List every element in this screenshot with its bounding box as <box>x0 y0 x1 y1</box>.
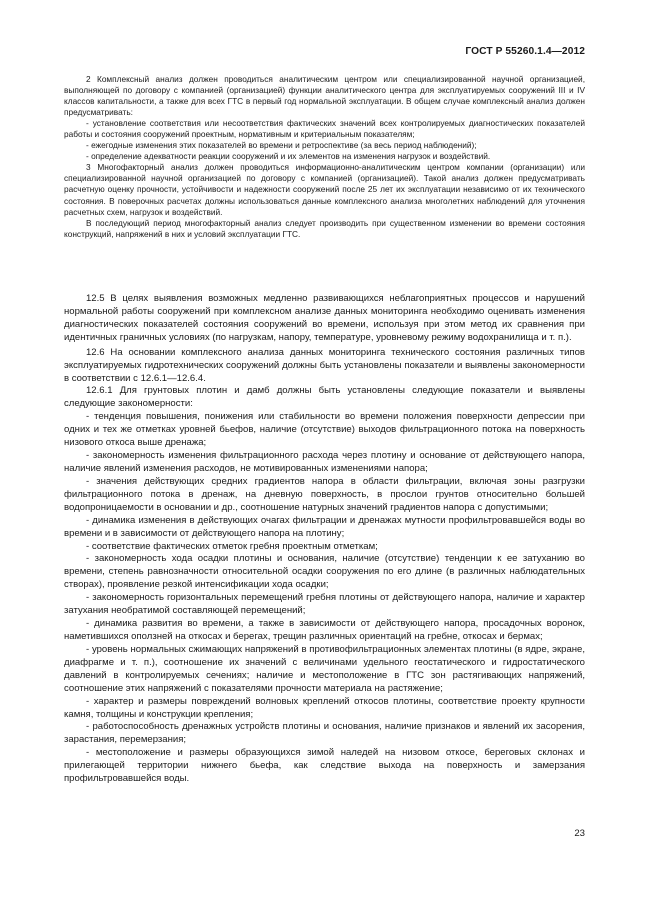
list-item: - характер и размеры повреждений волновых креплений откосов плотины, соответствие проекту крупности камня, толщины и конструкции крепления; <box>64 695 585 720</box>
note-paragraph: - ежегодные изменения этих показателей во времени и ретроспективе (за весь период наблюдений); <box>86 140 477 151</box>
list-item: - уровень нормальных сжимающих напряжений в противофильтрационных элементах плотины (в ядре, экране, диафрагме и т. п.), соотношение их значений с величинами удельного геостатического и гидростатического давлений в контролируемых сечениях; наличие и местоположение в ГТС зон растягивающих напряжений, соотношение этих напряжений с показателями прочности материала на растяжение; <box>64 643 585 694</box>
note-paragraph: - определение адекватности реакции сооружений и их элементов на изменения нагрузок и воздействий. <box>86 151 491 162</box>
list-item: - закономерность хода осадки плотины и основания, наличие (отсутствие) тенденции к ее затуханию во времени, степень равнозначности относительной осадки сооружения по его длине (в различных наблюдательных створах), проявление резкой интенсификации хода осадки; <box>64 553 585 591</box>
clause-12-6-1: 12.6.1 Для грунтовых плотин и дамб должны быть установлены следующие показатели и выявлены следующие закономерности: <box>64 385 585 410</box>
list-item: - работоспособность дренажных устройств плотины и основания, наличие признаков и явлений их засорения, зарастания, перемерзания; <box>64 721 585 746</box>
list-item: - соответствие фактических отметок гребня проектным отметкам; <box>86 540 378 552</box>
note-paragraph: - установление соответствия или несоответствия фактических значений всех контролируемых диагностических показателей работы и состояния сооружений проектным, нормативным и критериальным показателям; <box>64 118 585 140</box>
list-item: - закономерность горизонтальных перемещений гребня плотины от действующего напора, наличие и характер затухания необратимой составляющей перемещений; <box>64 592 585 617</box>
clause-12-6: 12.6 На основании комплексного анализа данных мониторинга технического состояния различных типов эксплуатируемых гидротехнических сооружений должны быть установлены показатели и выявлены закономерности в соответствии с 12.6.1—12.6.4. <box>64 346 585 384</box>
note-paragraph: 3 Многофакторный анализ должен проводиться информационно-аналитическим центром компании (организации) или специализированной научной организацией по договору с компанией (организацией). Такой анализ должен предусматривать расчетную оценку прочности, устойчивости и надежности сооружений после 25 лет их эксплуатации независимо от их технического состояния. В поверочных расчетах должны использоваться данные комплексного анализа многолетних наблюдений для уточнения расчетных схем, нагрузок и воздействий. <box>64 162 585 217</box>
list-item: - закономерность изменения фильтрационного расхода через плотину и основание от действующего напора, наличие явлений изменения расходов, не мотивированных изменениями напора; <box>64 450 585 474</box>
list-item: - динамика изменения в действующих очагах фильтрации и дренажах мутности профильтровавшейся воды во времени и в зависимости от действующего напора на плотину; <box>64 514 585 539</box>
main-text <box>64 293 585 786</box>
list-item: - местоположение и размеры образующихся зимой наледей на низовом откосе, береговых склонах и прилегающей территории нижнего бьефа, как следствие выхода на поверхность и замерзания профильтровавшейся воды. <box>64 747 585 785</box>
note-paragraph: 2 Комплексный анализ должен проводиться аналитическим центром или специализированной научной организацией, выполняющей по договору с компанией (организацией) функции аналитического центра для эксплуатируемых сооружений III и IV классов капитальности, а также для всех ГТС в первый год нормальной эксплуатации. В общем случае комплексный анализ должен предусматривать: <box>64 74 585 118</box>
notes-block <box>64 74 585 240</box>
clause-12-5: 12.5 В целях выявления возможных медленно развивающихся неблагоприятных процессов и нарушений нормальной работы сооружений при комплексном анализе данных мониторинга необходимо оценивать изменения диагностических показателей состояния сооружений во времени, используя при этом метод их сравнения при идентичных граничных условиях (по нагрузкам, напору, температуре, уровневому режиму водохранилища и т. п.). <box>64 293 585 343</box>
list-item: - тенденция повышения, понижения или стабильности во времени положения поверхности депрессии при одних и тех же отметках уровней бьефов, наличие (отсутствие) выходов фильтрационного потока на поверхность низового откоса выше дренажа; <box>64 411 585 449</box>
list-item: - динамика развития во времени, а также в зависимости от действующего напора, просадочных воронок, наметившихся оползней на откосах и берегах, трещин различных ориентаций на гребне, откосах и бермах; <box>64 618 585 642</box>
document-code: ГОСТ Р 55260.1.4—2012 <box>465 46 585 57</box>
page-number: 23 <box>574 828 585 839</box>
note-paragraph: В последующий период многофакторный анализ следует производить при существенном изменении во времени состояния конструкций, напряжений в них и условий эксплуатации ГТС. <box>64 217 585 239</box>
list-item: - значения действующих средних градиентов напора в области фильтрации, включая зоны разгрузки фильтрационного потока в дренаж, на дневную поверхность, в прослои грунтов относительно большей водопроницаемости в основании и др., соотношение натурных значений градиентов напора с допустимыми; <box>64 475 585 513</box>
